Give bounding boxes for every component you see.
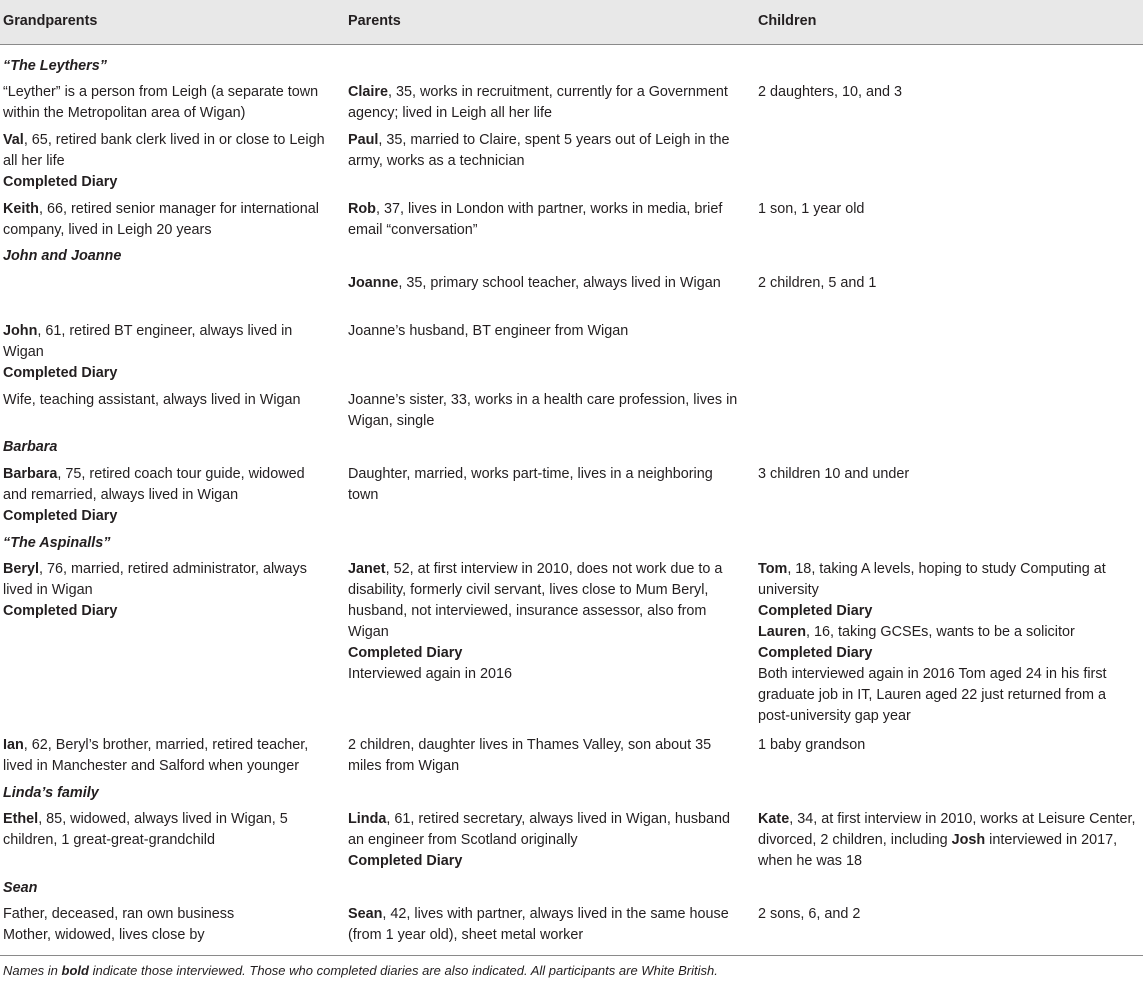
participant-name: Claire (348, 84, 388, 100)
both-interviewed-again: Both interviewed again in 2016 Tom aged 24 in his first graduate job in IT, Lauren aged 22 just returned from a post-university gap year (758, 666, 1107, 724)
header-grandparents: Grandparents (3, 13, 98, 29)
cell-leyther-definition: “Leyther” is a person from Leigh (a separate town within the Metropolitan area of Wigan) (3, 84, 319, 121)
group-title-linda: Linda’s family (3, 785, 99, 801)
cell-kate: Kate, 34, at first interview in 2010, works at Leisure Center, divorced, 2 children, including Josh interviewed in 2017, when he was 18 (758, 811, 1136, 869)
completed-diary-label: Completed Diary (758, 645, 873, 661)
participant-name: Joanne (348, 275, 399, 291)
cell-linda: Linda, 61, retired secretary, always lived in Wigan, husband an engineer from Scotland originally Completed Diary (348, 809, 740, 872)
participant-name: Linda (348, 811, 387, 827)
group-title-barbara: Barbara (3, 439, 58, 455)
completed-diary-label: Completed Diary (3, 174, 118, 190)
participant-name: Barbara (3, 466, 58, 482)
cell-joanne: Joanne, 35, primary school teacher, always lived in Wigan (348, 275, 721, 291)
cell-janet: Janet, 52, at first interview in 2010, does not work due to a disability, formerly civil servant, lives close to Mum Beryl, husband, not interviewed, insurance assessor, also from Wigan Completed Diary Interviewed again in 2016 (348, 559, 740, 685)
participant-name: Beryl (3, 561, 39, 577)
cell-barbara-children: 3 children 10 and under (758, 466, 910, 482)
cell-sean: Sean, 42, lives with partner, always lived in the same house (from 1 year old), sheet metal worker (348, 906, 729, 943)
header-children: Children (758, 13, 817, 29)
mother-text: Mother, widowed, lives close by (3, 927, 205, 943)
cell-claire-children: 2 daughters, 10, and 3 (758, 84, 903, 100)
cell-ian-grandson: 1 baby grandson (758, 737, 866, 753)
cell-joanne-husband: Joanne’s husband, BT engineer from Wigan (348, 323, 629, 339)
cell-keith: Keith, 66, retired senior manager for international company, lived in Leigh 20 years (3, 201, 319, 238)
cell-sean-grandparents (3, 904, 328, 946)
group-title-john-joanne: John and Joanne (3, 248, 122, 264)
group-title-leythers: “The Leythers” (3, 58, 107, 74)
participant-name: Kate (758, 811, 790, 827)
father-text: Father, deceased, ran own business (3, 906, 235, 922)
janet-interviewed-again: Interviewed again in 2016 (348, 666, 513, 682)
cell-joanne-children: 2 children, 5 and 1 (758, 275, 877, 291)
cell-barbara: Barbara, 75, retired coach tour guide, widowed and remarried, always lived in Wigan Completed Diary (3, 464, 328, 527)
cell-wife: Wife, teaching assistant, always lived in Wigan (3, 392, 301, 408)
cell-ian-children: 2 children, daughter lives in Thames Valley, son about 35 miles from Wigan (348, 737, 712, 774)
participant-name: Tom (758, 561, 788, 577)
cell-sean-children: 2 sons, 6, and 2 (758, 906, 861, 922)
header-rule (0, 44, 1143, 45)
completed-diary-label: Completed Diary (348, 853, 463, 869)
cell-joanne-sister: Joanne’s sister, 33, works in a health care profession, lives in Wigan, single (348, 392, 738, 429)
table-header (0, 0, 1143, 44)
cell-beryl: Beryl, 76, married, retired administrator, always lived in Wigan Completed Diary (3, 559, 328, 622)
cell-rob: Rob, 37, lives in London with partner, works in media, brief email “conversation” (348, 201, 723, 238)
header-parents: Parents (348, 13, 401, 29)
cell-aspinall-children: Tom, 18, taking A levels, hoping to study Computing at university Completed Diary Lauren, 16, taking GCSEs, wants to be a solicitor Completed Diary Both interviewed again in 2016 Tom aged 24 in his first graduate job in IT, Lauren aged 22 just returned from a post-university gap year (758, 559, 1140, 727)
cell-claire: Claire, 35, works in recruitment, currently for a Government agency; lived in Leigh all her life (348, 84, 728, 121)
completed-diary-label: Completed Diary (758, 603, 873, 619)
table-footnote: Names in bold indicate those interviewed. Those who completed diaries are also indicated. All participants are White British. (3, 963, 718, 978)
participant-name: John (3, 323, 38, 339)
participant-name: Janet (348, 561, 386, 577)
participant-name: Keith (3, 201, 39, 217)
participant-name: Josh (951, 832, 986, 848)
group-title-aspinalls: “The Aspinalls” (3, 535, 111, 551)
cell-ethel: Ethel, 85, widowed, always lived in Wigan, 5 children, 1 great-great-grandchild (3, 811, 288, 848)
participant-name: Ethel (3, 811, 39, 827)
completed-diary-label: Completed Diary (3, 603, 118, 619)
cell-ian: Ian, 62, Beryl’s brother, married, retired teacher, lived in Manchester and Salford when younger (3, 737, 309, 774)
cell-john: John, 61, retired BT engineer, always lived in Wigan Completed Diary (3, 321, 328, 384)
completed-diary-label: Completed Diary (3, 508, 118, 524)
completed-diary-label: Completed Diary (348, 645, 463, 661)
completed-diary-label: Completed Diary (3, 365, 118, 381)
cell-barbara-daughter: Daughter, married, works part-time, lives in a neighboring town (348, 466, 713, 503)
cell-paul: Paul, 35, married to Claire, spent 5 years out of Leigh in the army, works as a technician (348, 132, 730, 169)
participant-name: Lauren (758, 624, 806, 640)
participant-name: Sean (348, 906, 383, 922)
footer-rule (0, 955, 1143, 956)
participant-name: Paul (348, 132, 379, 148)
group-title-sean: Sean (3, 880, 38, 896)
participant-name: Val (3, 132, 24, 148)
cell-rob-children: 1 son, 1 year old (758, 201, 865, 217)
cell-val: Val, 65, retired bank clerk lived in or close to Leigh all her life Completed Diary (3, 130, 328, 193)
participant-name: Ian (3, 737, 24, 753)
participant-name: Rob (348, 201, 376, 217)
